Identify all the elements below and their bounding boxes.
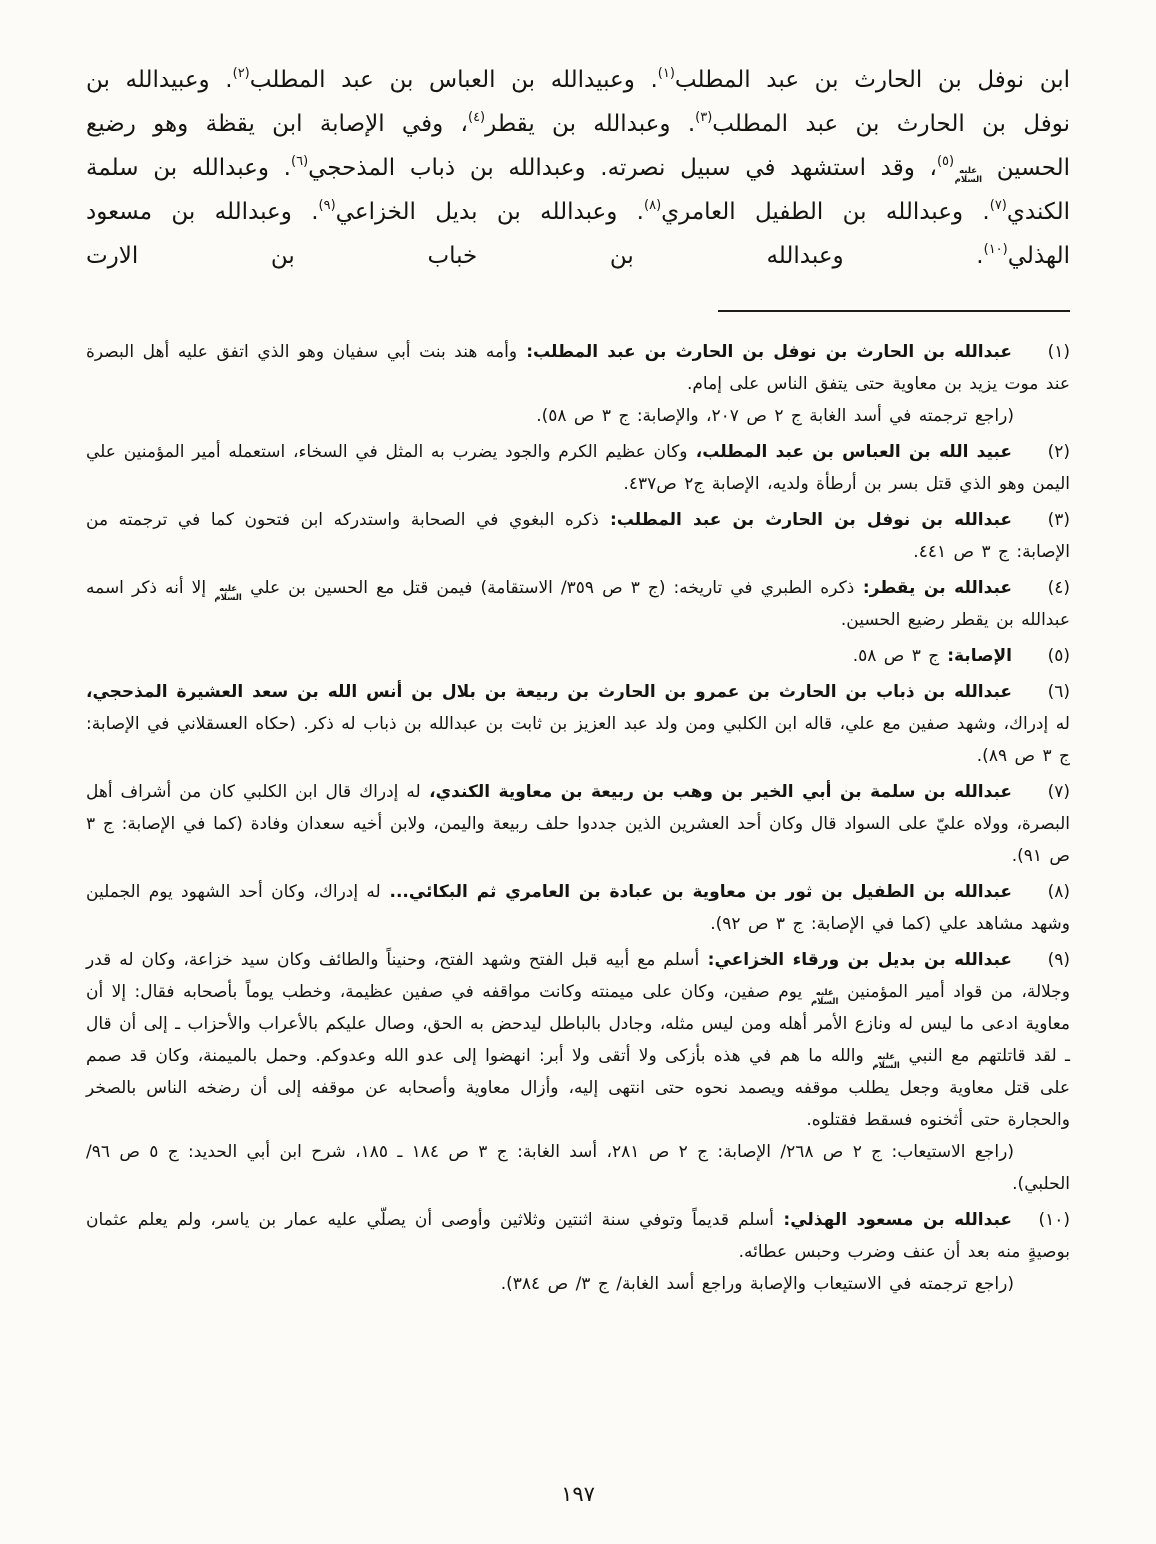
honorific-mark-icon: عليه السلام bbox=[954, 166, 983, 185]
footnote bbox=[86, 336, 1070, 432]
footnote-number: (٩) bbox=[1047, 950, 1071, 970]
footnote-subject-name: عبدالله بن الطفيل بن ثور بن معاوية بن عبادة بن العامري ثم البكائي... bbox=[380, 882, 1012, 902]
footnote-number: (٧) bbox=[1047, 782, 1070, 802]
footnote-marker: (٣) bbox=[695, 110, 713, 125]
footnote-marker: (١) bbox=[657, 66, 675, 81]
footnote-reference: (راجع ترجمته في الاستيعاب والإصابة وراجع أسد الغابة/ ج ٣/ ص ٣٨٤). bbox=[500, 1274, 1014, 1294]
footnote-number: (٨) bbox=[1047, 882, 1070, 902]
footnote-number: (٣) bbox=[1047, 510, 1070, 530]
footnote-number: (٥) bbox=[1047, 646, 1070, 666]
footnote-marker: (٦) bbox=[291, 154, 309, 169]
footnote-marker: (٩) bbox=[318, 198, 336, 213]
footnote bbox=[86, 876, 1070, 940]
footnote bbox=[86, 1204, 1070, 1300]
footnote-marker: (٢) bbox=[232, 66, 250, 81]
footnote-marker: (٨) bbox=[644, 198, 662, 213]
footnote-subject-name: عبدالله بن بديل بن ورقاء الخزاعي: bbox=[699, 950, 1013, 970]
footnote-number: (١٠) bbox=[1038, 1210, 1070, 1230]
footnote-text: (٨)عبدالله بن الطفيل بن ثور بن معاوية بن عبادة بن العامري ثم البكائي... له إدراك، وكان أحد الشهود يوم الجملين وشهد مشاهد علي (كما في الإصابة: ج ٣ ص ٩٢). bbox=[86, 876, 1070, 940]
footnote-subject-name: عبدالله بن الحارث بن نوفل بن الحارث بن عبد المطلب: bbox=[517, 342, 1012, 362]
footnote-text: (٧)عبدالله بن سلمة بن أبي الخير بن وهب بن ربيعة بن معاوية الكندي، له إدراك قال ابن الكلبي كان من أشراف أهل البصرة، وولاه عليّ على السواد قال وكان أحد العشرين الذين جددوا حلف ربيعة واليمن، ولابن أخيه سعدان وفادة (كما في الإصابة: ج ٣ ص ٩١). bbox=[86, 776, 1070, 872]
footnote-separator bbox=[718, 310, 1070, 312]
footnote-marker: (١٠) bbox=[983, 242, 1008, 257]
footnote-subject-name: عبدالله بن مسعود الهذلي: bbox=[773, 1210, 1012, 1230]
footnote-number: (٢) bbox=[1047, 442, 1070, 462]
footnote bbox=[86, 676, 1070, 772]
footnote-text: (٥)الإصابة: ج ٣ ص ٥٨. bbox=[86, 640, 1070, 672]
footnote-subject-name: عبدالله بن سلمة بن أبي الخير بن وهب بن ربيعة بن معاوية الكندي، bbox=[420, 782, 1012, 802]
footnote-subject-name: الإصابة: bbox=[939, 646, 1012, 666]
footnote bbox=[86, 436, 1070, 500]
footnote-text: (٦)عبدالله بن ذباب بن الحارث بن عمرو بن الحارث بن ربيعة بن بلال بن أنس الله بن سعد العشيرة المذحجي، له إدراك، وشهد صفين مع علي، قاله ابن الكلبي ومن ولد عبد العزيز بن ثابت بن عبدالله بن ذباب له ذكر. (حكاه العسقلاني في الإصابة: ج ٣ ص ٨٩). bbox=[86, 676, 1070, 772]
footnote-reference: (راجع ترجمته في أسد الغابة ج ٢ ص ٢٠٧، والإصابة: ج ٣ ص ٥٨). bbox=[536, 406, 1014, 426]
honorific-mark-icon: عليه السلام bbox=[810, 988, 839, 1007]
footnote bbox=[86, 944, 1070, 1200]
footnote bbox=[86, 572, 1070, 636]
footnote-marker: (٥) bbox=[936, 154, 955, 169]
footnote-text: (٣)عبدالله بن نوفل بن الحارث بن عبد المطلب: ذكره البغوي في الصحابة واستدركه ابن فتحون كما في ترجمته من الإصابة: ج ٣ ص ٤٤١. bbox=[86, 504, 1070, 568]
footnote-text: (١٠)عبدالله بن مسعود الهذلي: أسلم قديماً وتوفي سنة اثنتين وثلاثين وأوصى أن يصلّي عليه عمار بن ياسر، ولم يعلم عثمان بوصيةٍ منه بعد أن عنف وضرب وحبس عطائه. bbox=[86, 1204, 1070, 1268]
footnote-subject-name: عبدالله بن نوفل بن الحارث بن عبد المطلب: bbox=[598, 510, 1012, 530]
page-number: ١٩٧ bbox=[561, 1482, 595, 1506]
footnote-text: (٢)عبيد الله بن العباس بن عبد المطلب، وكان عظيم الكرم والجود يضرب به المثل في السخاء، استعمله أمير المؤمنين علي اليمن وهو الذي قتل بسر بن أرطأة ولديه، الإصابة ج٢ ص٤٣٧. bbox=[86, 436, 1070, 500]
footnote-text: (٤)عبدالله بن يقطر: ذكره الطبري في تاريخه: (ج ٣ ص ٣٥٩/ الاستقامة) فيمن قتل مع الحسين بن علي عليه السلام إلا أنه ذكر اسمه عبدالله بن يقطر رضيع الحسين. bbox=[86, 572, 1070, 636]
main-paragraph: ابن نوفل بن الحارث بن عبد المطلب$^{(١)}$. وعبيدالله بن العباس بن عبد المطلب$^{(٢)}$. وعبيدالله بن نوفل بن الحارث بن عبد المطلب$^{(٣)}$. وعبدالله بن يقطر$^{(٤)}$، وفي الإصابة ابن يقظة وهو رضيع الحسين عليه السلام$^{(٥)}$، وقد استشهد في سبيل نصرته. وعبدالله بن ذباب المذحجي$^{(٦)}$. وعبدالله بن سلمة الكندي$^{(٧)}$. وعبدالله بن الطفيل العامري$^{(٨)}$. وعبدالله بن بديل الخزاعي$^{(٩)}$. وعبدالله بن مسعود الهذلي$^{(١٠)}$. وعبدالله بن خباب بن الارت bbox=[86, 66, 1070, 269]
footnotes-section bbox=[86, 336, 1070, 1300]
footnote-subject-name: عبدالله بن ذباب بن الحارث بن عمرو بن الحارث بن ربيعة بن بلال بن أنس الله بن سعد العشيرة المذحجي، bbox=[86, 682, 1012, 702]
honorific-mark-icon: عليه السلام bbox=[214, 584, 242, 603]
footnote-marker: (٧) bbox=[989, 198, 1007, 213]
footnote-text: (٩)عبدالله بن بديل بن ورقاء الخزاعي: أسلم مع أبيه قبل الفتح وشهد الفتح، وحنيناً والطائف وكان سيد خزاعة، وكان له قدر وجلالة، من قواد أمير المؤمنين عليه السلام يوم صفين، وكان على ميمنته وكانت مواقفه في صفين عظيمة، وخطب يوماً بأصحابه فقال: إلا أن معاوية ادعى ما ليس له ونازع الأمر أهله ومن ليس مثله، وجادل بالباطل ليدحض به الحق، وصال عليكم بالأعراب والأحزاب ـ إلى أن قال ـ لقد قاتلتهم مع النبي عليه السلام والله ما هم في هذه بأزكى ولا أتقى ولا أبر: انهضوا إلى عدو الله وعدوكم. وحمل بالميمنة، وكان قد صمم على قتل معاوية وجعل يطلب موقفه ويصمد نحوه حتى انتهى إليه، وأزال معاوية وأصحابه عن موقفه إلى أن رضخه الناس بالصخر والحجارة حتى أثخنوه فسقط فقتلوه. bbox=[86, 944, 1070, 1136]
footnote-subject-name: عبدالله بن يقطر: bbox=[854, 578, 1013, 598]
honorific-mark-icon: عليه السلام bbox=[872, 1052, 900, 1071]
footnote-subject-name: عبيد الله بن العباس بن عبد المطلب، bbox=[687, 442, 1012, 462]
footnote-marker: (٤) bbox=[467, 110, 486, 125]
footnote bbox=[86, 640, 1070, 672]
footnote-text: (١)عبدالله بن الحارث بن نوفل بن الحارث بن عبد المطلب: وأمه هند بنت أبي سفيان وهو الذي اتفق عليه أهل البصرة عند موت يزيد بن معاوية حتى يتفق الناس على إمام. bbox=[86, 336, 1070, 400]
footnote-number: (١) bbox=[1047, 342, 1070, 362]
footnote bbox=[86, 504, 1070, 568]
footnote-number: (٦) bbox=[1047, 682, 1070, 702]
footnote-number: (٤) bbox=[1047, 578, 1071, 598]
footnote bbox=[86, 776, 1070, 872]
footnote-reference: (راجع الاستيعاب: ج ٢ ص ٢٦٨/ الإصابة: ج ٢ ص ٢٨١، أسد الغابة: ج ٣ ص ١٨٤ ـ ١٨٥، شرح ابن أبي الحديد: ج ٥ ص ٩٦/ الحلبي). bbox=[86, 1142, 1070, 1194]
